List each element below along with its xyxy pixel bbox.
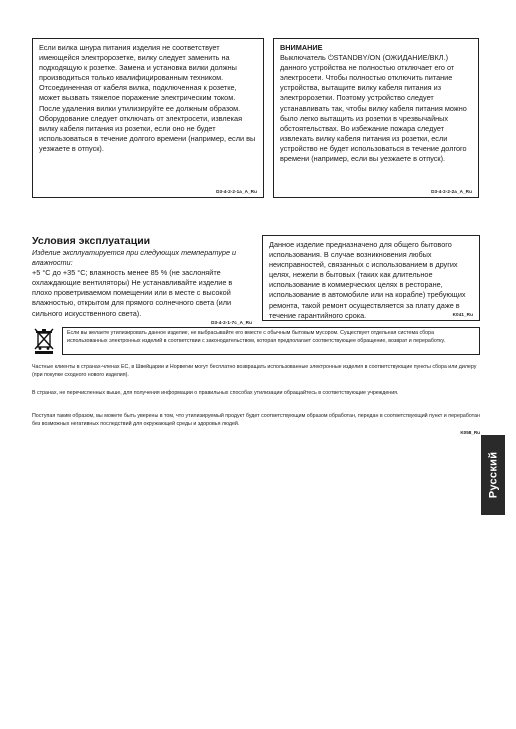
disposal-paragraph-eu: Частные клиенты в странах-членах ЕС, в Швейцарии и Норвегии могут бесплатно возвращать использованные электронные изделия в соответствующие пункты сбора или дилеру (при покупке сходного нового изделия). <box>32 364 477 378</box>
household-use-text: Данное изделие предназначено для общего бытового использования. В случае возникновения любых неисправностей, связанных с использованием в других целях, нежели в бытовых (таких как длительное использование в коммерческих целях в ресторане, использование в автомобиле или на корабле) требующих ремонта, такой ремонт осуществляется за плату даже в течение гарантийного срока. <box>269 240 466 320</box>
operating-conditions-title: Условия эксплуатации <box>32 235 151 247</box>
operating-conditions-code: D3-4-2-1-7c_A_Ru <box>211 319 252 325</box>
language-tab-label: Русский <box>487 451 500 499</box>
standby-warning-heading: ВНИМАНИЕ <box>280 43 323 52</box>
standby-warning-box <box>273 38 479 198</box>
plug-warning-box <box>32 38 264 198</box>
language-tab <box>481 435 505 515</box>
household-use-box <box>262 235 480 321</box>
plug-warning-text: Если вилка шнура питания изделия не соответствует имеющейся электророзетке, вилку следует заменить на подходящую к розетке. Замена и установка вилки должны производиться только квалифицированным техником. Отсоединенная от кабеля вилка, подключенная к розетке, может вызвать тяжелое поражение электрическим током. После удаления вилки утилизируйте ее должным образом. Оборудование следует отключать от электросети, извлекая вилку кабеля питания из розетки, если оно не будет использоваться в течение долгого времени (например, если вы уезжаете в отпуск). <box>39 43 256 153</box>
plug-warning-code: D3-4-2-2-1a_A_Ru <box>216 189 257 194</box>
standby-warning-code: D3-4-2-2-2a_A_Ru <box>431 189 472 194</box>
crossed-bin-icon <box>33 327 55 355</box>
disposal-code: K058_Ru <box>460 430 480 435</box>
disposal-paragraph-assurance: Поступая таким образом, вы можете быть уверены в том, что утилизируемый продукт будет соответствующим образом обработан, передан в соответствующий пункт и переработан без возможных негативных последствий для окружающей среды и здоровья людей. <box>32 413 480 427</box>
disposal-box-text: Если вы желаете утилизировать данное изделие, не выбрасывайте его вместе с обычным бытовым мусором. Существует отдельная система сбора использованных электронных изделий в соответствии с законодательством, которая предполагает соответствующее обращение, возврат и переработку. <box>67 330 446 344</box>
operating-conditions-section <box>32 235 252 325</box>
household-use-code: K041_Ru <box>452 312 473 317</box>
operating-conditions-subtitle: Изделие эксплуатируется при следующих температуре и влажности: <box>32 248 237 268</box>
standby-warning-text: Выключатель ⏻STANDBY/ON (ОЖИДАНИЕ/ВКЛ.) данного устройства не полностью отключает его от электросети. Чтобы полностью отключить питание устройства, вытащите вилку кабеля питания из электророзетки. Поэтому устройство следует устанавливать так, чтобы вилку кабеля питания можно было легко вытащить из розетки в чрезвычайных обстоятельствах. Во избежание пожара следует извлекать вилку кабеля питания из розетки, если устройство не будет использоваться в течение долгого времени (например, если вы уезжаете в отпуск). <box>280 53 467 164</box>
disposal-box <box>62 327 480 355</box>
operating-conditions-text: +5 °C до +35 °C; влажность менее 85 % (не заслоняйте охлаждающие вентиляторы) Не устанавливайте изделие в плохо проветриваемом помещении или в месте с высокой влажностью, открытом для прямого солнечного света (или сильного искусственного света). <box>32 268 233 318</box>
disposal-paragraph-other: В странах, не перечисленных выше, для получения информации о правильных способах утилизации обращайтесь в соответствующие учреждения. <box>32 390 399 396</box>
